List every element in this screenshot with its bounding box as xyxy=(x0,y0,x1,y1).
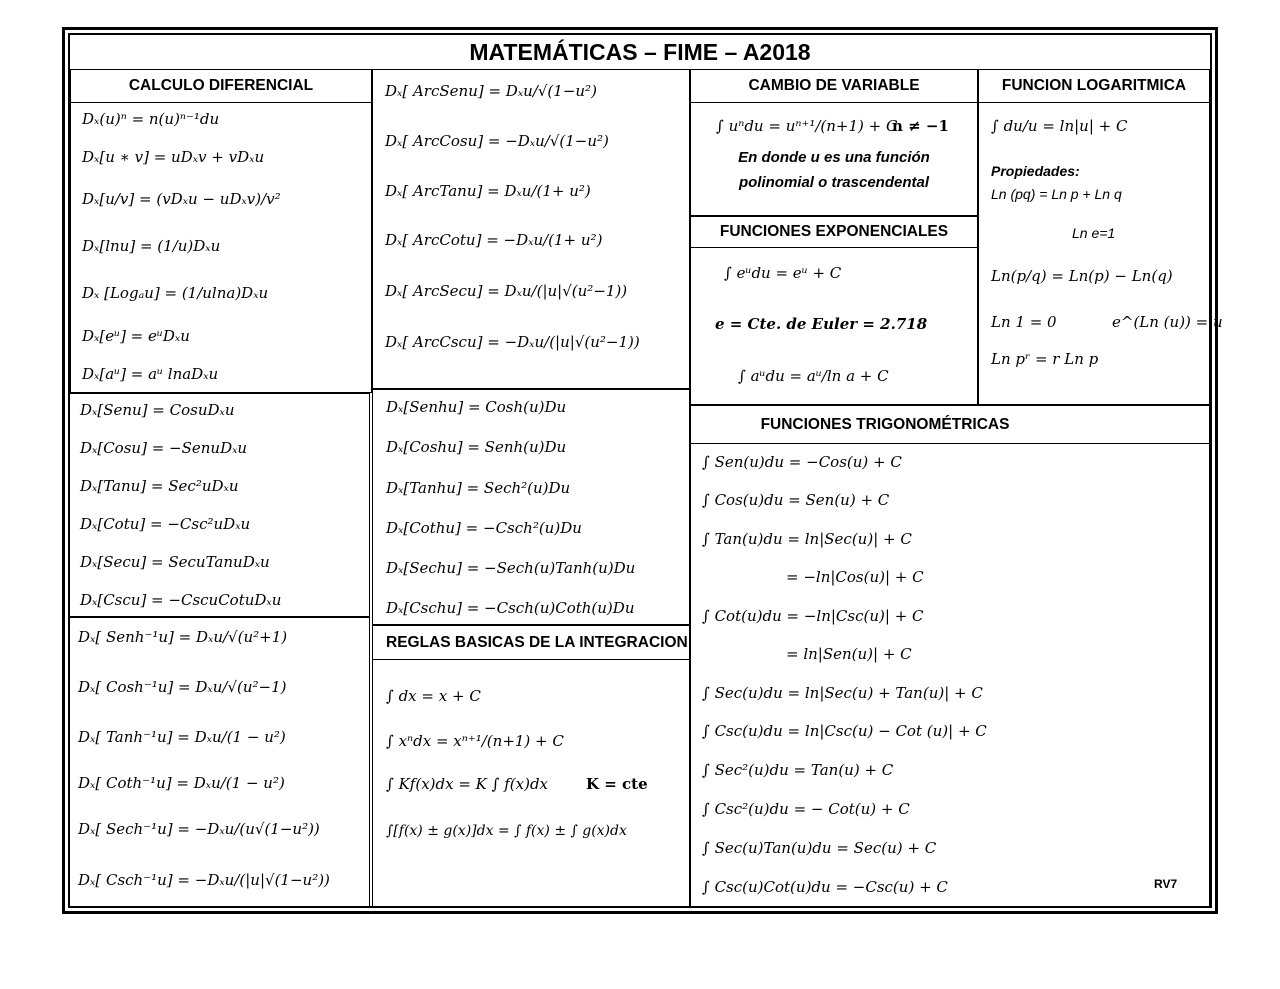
funciones-trigonometricas-box xyxy=(690,405,1210,907)
formula: Dₓ[Sechu] = −Sech(u)Tanh(u)Du xyxy=(386,559,636,577)
formula: Dₓ[Coshu] = Senh(u)Du xyxy=(386,438,567,456)
formula: Dₓ[ ArcTanu] = Dₓu/(1+ u²) xyxy=(385,182,591,200)
formula: Dₓ[ Csch⁻¹u] = −Dₓu/(|u|√(1−u²)) xyxy=(78,871,330,889)
derivadas-hiperbolicas-box xyxy=(372,389,690,625)
formula: ∫ Tan(u)du = ln|Sec(u)| + C xyxy=(702,530,912,548)
formula: Dₓ[ ArcSenu] = Dₓu/√(1−u²) xyxy=(385,82,597,100)
formula: ∫ Cos(u)du = Sen(u) + C xyxy=(702,491,890,509)
derivadas-hiperbolicas-inversas-box xyxy=(68,617,370,907)
formula: ∫ Csc(u)du = ln|Csc(u) − Cot (u)| + C xyxy=(702,722,987,740)
reglas-basicas-box xyxy=(372,625,690,907)
formula: Dₓ[Senu] = CosuDₓu xyxy=(80,401,235,419)
exponent-condition: n ≠ −1 xyxy=(892,117,949,135)
formula: Dₓ[Secu] = SecuTanuDₓu xyxy=(80,553,270,571)
formula: Dₓ[ ArcCosu] = −Dₓu/√(1−u²) xyxy=(385,132,609,150)
log-property: Ln 1 = 0 xyxy=(991,313,1057,331)
log-property: Ln e=1 xyxy=(1072,225,1116,241)
formula: ∫ aᵘdu = aᵘ/ln a + C xyxy=(738,367,889,385)
formula: Dₓ[Cscu] = −CscuCotuDₓu xyxy=(80,591,282,609)
formula: = ln|Sen(u)| + C xyxy=(786,645,912,663)
formula: Dₓ[u ∗ v] = uDₓv + vDₓu xyxy=(82,148,265,166)
cambio-variable-note-2: polinomial o trascendental xyxy=(738,174,930,191)
formula: ∫ Csc(u)Cot(u)du = −Csc(u) + C xyxy=(702,878,948,896)
formula: ∫ Csc²(u)du = − Cot(u) + C xyxy=(702,800,910,818)
funcion-logaritmica-header: FUNCION LOGARITMICA xyxy=(1001,77,1187,94)
log-property: Ln(p/q) = Ln(p) − Ln(q) xyxy=(991,267,1173,285)
formula: ∫ eᵘdu = eᵘ + C xyxy=(724,264,842,282)
formula: Dₓ[ ArcSecu] = Dₓu/(|u|√(u²−1)) xyxy=(385,282,628,300)
formula: Dₓ[ Cosh⁻¹u] = Dₓu/√(u²−1) xyxy=(78,678,287,696)
formula: Dₓ(u)ⁿ = n(u)ⁿ⁻¹du xyxy=(82,110,220,128)
formula: ∫ uⁿdu = uⁿ⁺¹/(n+1) + C xyxy=(716,117,898,135)
formula: Dₓ[lnu] = (1/u)Dₓu xyxy=(82,237,221,255)
page-title: MATEMÁTICAS – FIME – A2018 xyxy=(469,38,811,65)
formula: Dₓ[ Tanh⁻¹u] = Dₓu/(1 − u²) xyxy=(78,728,286,746)
formula: Dₓ[Cschu] = −Csch(u)Coth(u)Du xyxy=(386,599,635,617)
formula: ∫ dx = x + C xyxy=(386,687,481,705)
formula: ∫ Sec²(u)du = Tan(u) + C xyxy=(702,761,894,779)
reglas-basicas-header: REGLAS BASICAS DE LA INTEGRACION xyxy=(386,633,688,651)
formula: Dₓ[Tanu] = Sec²uDₓu xyxy=(80,477,239,495)
derivadas-trig-box xyxy=(68,393,370,617)
k-constant-note: K = cte xyxy=(586,775,648,793)
formula: Dₓ[u/v] = (vDₓu − uDₓv)/v² xyxy=(82,190,281,208)
formula: Dₓ[aᵘ] = aᵘ lnaDₓu xyxy=(82,365,219,383)
formula: Dₓ[ Senh⁻¹u] = Dₓu/√(u²+1) xyxy=(78,628,288,646)
formula: Dₓ[ Sech⁻¹u] = −Dₓu/(u√(1−u²)) xyxy=(78,820,320,838)
formula: Dₓ[ Coth⁻¹u] = Dₓu/(1 − u²) xyxy=(78,774,285,792)
calculo-diferencial-header: CALCULO DIFERENCIAL xyxy=(128,77,314,94)
log-property: e^(Ln (u)) = u xyxy=(1112,313,1223,331)
formula: ∫ du/u = ln|u| + C xyxy=(991,117,1128,135)
formula: ∫ Sec(u)du = ln|Sec(u) + Tan(u)| + C xyxy=(702,684,983,702)
formula: Dₓ[Cotu] = −Csc²uDₓu xyxy=(80,515,251,533)
funciones-trigonometricas-header: FUNCIONES TRIGONOMÉTRICAS xyxy=(760,415,1010,433)
formula: ∫ Cot(u)du = −ln|Csc(u)| + C xyxy=(702,607,924,625)
propiedades-label: Propiedades: xyxy=(991,163,1080,179)
formula: Dₓ [Logₐu] = (1/ulna)Dₓu xyxy=(82,284,269,302)
formula: ∫ Sen(u)du = −Cos(u) + C xyxy=(702,453,902,471)
formula: ∫ Sec(u)Tan(u)du = Sec(u) + C xyxy=(702,839,937,857)
formula: Dₓ[Tanhu] = Sech²(u)Du xyxy=(386,479,571,497)
formula: Dₓ[ ArcCscu] = −Dₓu/(|u|√(u²−1)) xyxy=(385,333,640,351)
log-property: Ln pʳ = r Ln p xyxy=(991,350,1099,368)
formula: ∫[f(x) ± g(x)]dx = ∫ f(x) ± ∫ g(x)dx xyxy=(386,823,627,839)
euler-constant: e = Cte. de Euler = 2.718 xyxy=(715,315,928,333)
cambio-variable-header: CAMBIO DE VARIABLE xyxy=(748,77,920,94)
cambio-variable-note-1: En donde u es una función xyxy=(738,149,930,166)
formula: Dₓ[eᵘ] = eᵘDₓu xyxy=(82,327,190,345)
funciones-exponenciales-header: FUNCIONES EXPONENCIALES xyxy=(719,223,949,240)
formula: Dₓ[ ArcCotu] = −Dₓu/(1+ u²) xyxy=(385,231,603,249)
formula: = −ln|Cos(u)| + C xyxy=(786,568,924,586)
formula: ∫ xⁿdx = xⁿ⁺¹/(n+1) + C xyxy=(386,732,564,750)
formula: Dₓ[Cothu] = −Csch²(u)Du xyxy=(386,519,582,537)
formula: ∫ Kf(x)dx = K ∫ f(x)dx xyxy=(386,775,549,793)
formula: Dₓ[Senhu] = Cosh(u)Du xyxy=(386,398,567,416)
version-label: RV7 xyxy=(1154,877,1178,891)
formula: Dₓ[Cosu] = −SenuDₓu xyxy=(80,439,248,457)
log-property: Ln (pq) = Ln p + Ln q xyxy=(991,186,1122,202)
